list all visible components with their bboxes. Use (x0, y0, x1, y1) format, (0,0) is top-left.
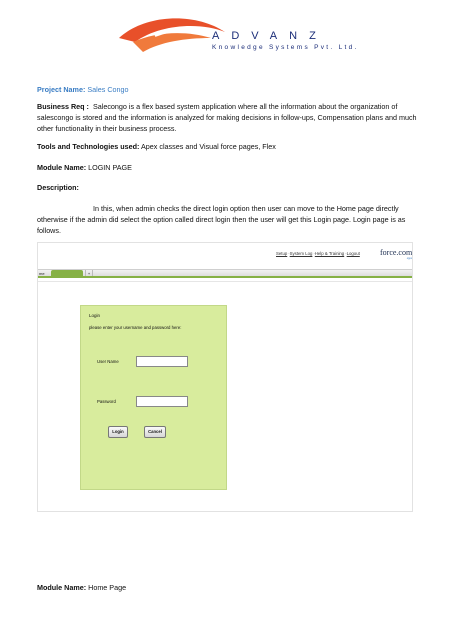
username-label: User Name (97, 359, 119, 364)
description-body (37, 203, 417, 236)
module-value: LOGIN PAGE (88, 163, 132, 172)
tab-home[interactable]: me (39, 271, 45, 276)
module-line (37, 162, 417, 173)
logo-subtitle: Knowledge Systems Pvt. Ltd. (212, 44, 359, 51)
header-bar (38, 243, 412, 267)
password-input[interactable] (136, 396, 188, 407)
cancel-button[interactable]: Cancel (144, 426, 166, 438)
business-req-label: Business Req : (37, 102, 89, 111)
project-label: Project Name: (37, 85, 86, 94)
help-training-link[interactable]: Help & Training (314, 251, 345, 256)
description-label: Description: (37, 183, 79, 192)
tab-underline (38, 276, 412, 278)
tools-line (37, 141, 417, 152)
module2-value: Home Page (88, 583, 127, 592)
module-label: Module Name: (37, 163, 87, 172)
project-value: Sales Congo (87, 85, 129, 94)
header-links: Setup·System Log·Help & Training·Logout (276, 251, 360, 256)
module2-line (37, 582, 417, 593)
business-req (37, 101, 417, 134)
header-separator (38, 281, 412, 282)
username-input[interactable] (136, 356, 188, 367)
tools-value: Apex classes and Visual force pages, Flex (140, 142, 276, 151)
description-heading (37, 182, 417, 193)
login-title: Login (89, 313, 101, 318)
system-log-link[interactable]: System Log (289, 251, 313, 256)
module2-label: Module Name: (37, 583, 87, 592)
login-screenshot (37, 242, 413, 512)
password-label: Password (97, 399, 116, 404)
description-text: In this, when admin checks the direct login option then user can move to the Home page directly otherwise if the admin did select the option called direct login then the user will get this Login page. Login page is as follows. (37, 204, 406, 235)
project-line (37, 84, 417, 95)
logo-wordmark: ADVANZ (212, 30, 328, 42)
business-req-text: Salecongo is a flex based system application where all the information about the organization of salescongo is stored and the information is analyzed for making decisions in follow-ups, Compensation plans and much other functionality in their business process. (37, 102, 417, 133)
force-logo (380, 248, 412, 260)
force-brand-sub: apps (406, 256, 413, 260)
login-button[interactable]: Login (108, 426, 128, 438)
force-brand: force.com (380, 248, 413, 257)
tab-add[interactable]: + (85, 270, 93, 277)
logout-link[interactable]: Logout (346, 251, 360, 256)
login-panel (80, 305, 227, 490)
setup-link[interactable]: Setup (276, 251, 288, 256)
login-hint: please enter your username and password here: (89, 325, 182, 330)
tools-label: Tools and Technologies used: (37, 142, 140, 151)
